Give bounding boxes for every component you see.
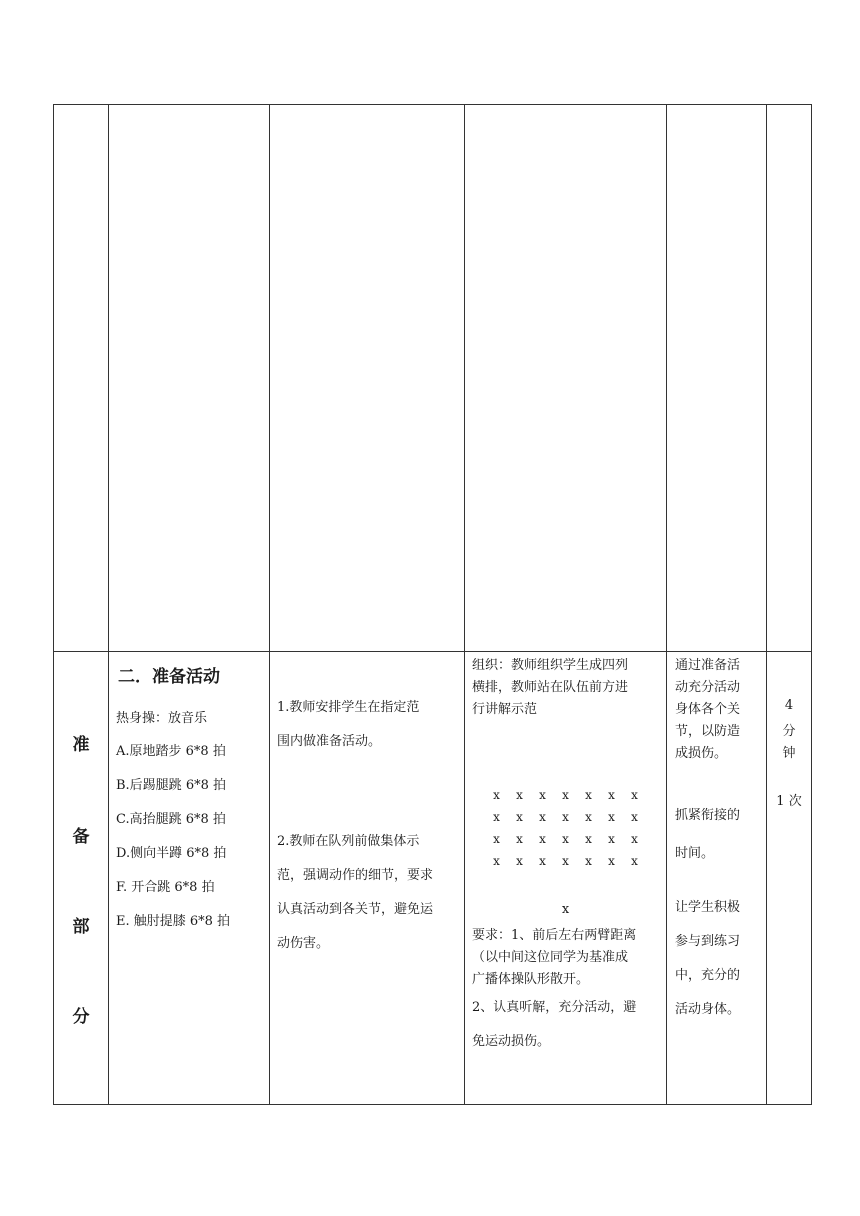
requirement-text: （以中间这位同学为基准成 (472, 950, 629, 965)
student-mark: x (585, 854, 592, 868)
minutes-value: 4 (784, 698, 794, 713)
requirement-text: 免运动损伤。 (472, 1034, 551, 1049)
warmup-text: 热身操：放音乐 (116, 711, 208, 726)
org-text: 组织：教师组织学生成四列 (472, 658, 629, 673)
student-mark: x (516, 832, 523, 846)
student-mark: x (631, 810, 638, 824)
cell-empty (270, 105, 465, 652)
student-mark: x (562, 788, 569, 802)
org-text: 行讲解示范 (472, 702, 538, 717)
purpose-cell (667, 652, 767, 1105)
student-mark: x (608, 832, 615, 846)
section-label-cell (54, 652, 109, 1105)
section-label-char: 准 (72, 735, 90, 755)
student-mark: x (539, 810, 546, 824)
purpose-text: 节，以防造 (675, 724, 741, 739)
repetitions: 1 次 (776, 794, 802, 809)
teacher-text: 动伤害。 (277, 936, 330, 951)
purpose-text: 让学生积极 (675, 900, 741, 915)
lesson-plan-table (53, 104, 812, 1105)
org-text: 横排，教师站在队伍前方进 (472, 680, 629, 695)
student-mark: x (493, 788, 500, 802)
teacher-cell (270, 652, 465, 1105)
formation-grid (465, 788, 666, 876)
teacher-text: 认真活动到各关节，避免运 (277, 902, 434, 917)
time-cell (767, 652, 812, 1105)
student-mark: x (585, 832, 592, 846)
purpose-text: 中，充分的 (675, 968, 741, 983)
cell-empty (667, 105, 767, 652)
formation-row (465, 832, 666, 854)
student-mark: x (539, 788, 546, 802)
list-item: F. 开合跳 6*8 拍 (116, 880, 215, 895)
cell-empty (767, 105, 812, 652)
student-mark: x (516, 854, 523, 868)
table-row (54, 652, 812, 1105)
list-item: D.侧向半蹲 6*8 拍 (116, 846, 227, 861)
student-mark: x (608, 788, 615, 802)
teacher-text: 1.教师安排学生在指定范 (277, 700, 420, 715)
minutes-unit: 分 (782, 724, 796, 739)
purpose-text: 动充分活动 (675, 680, 741, 695)
student-mark: x (539, 854, 546, 868)
student-mark: x (608, 810, 615, 824)
formation-row (465, 810, 666, 832)
student-mark: x (585, 788, 592, 802)
content-cell (109, 652, 270, 1105)
section-label-char: 分 (72, 1007, 90, 1027)
purpose-text: 时间。 (675, 846, 715, 861)
purpose-text: 抓紧衔接的 (675, 808, 741, 823)
student-mark: x (516, 788, 523, 802)
teacher-text: 2.教师在队列前做集体示 (277, 834, 420, 849)
list-item: E. 触肘提膝 6*8 拍 (116, 914, 231, 929)
student-mark: x (539, 832, 546, 846)
cell-empty (465, 105, 667, 652)
student-mark: x (516, 810, 523, 824)
teacher-mark: x (561, 902, 570, 917)
purpose-text: 身体各个关 (675, 702, 741, 717)
teacher-text: 围内做准备活动。 (277, 734, 382, 749)
student-mark: x (493, 832, 500, 846)
purpose-text: 参与到练习 (675, 934, 741, 949)
list-item: A.原地踏步 6*8 拍 (116, 744, 226, 759)
purpose-text: 成损伤。 (675, 746, 728, 761)
requirement-text: 要求：1、前后左右两臂距离 (472, 928, 637, 943)
formation-row (465, 788, 666, 810)
student-mark: x (493, 810, 500, 824)
student-mark: x (608, 854, 615, 868)
list-item: B.后踢腿跳 6*8 拍 (116, 778, 226, 793)
teacher-text: 范，强调动作的细节，要求 (277, 868, 434, 883)
formation-row (465, 854, 666, 876)
table-row (54, 105, 812, 652)
student-mark: x (631, 854, 638, 868)
student-mark: x (631, 832, 638, 846)
section-label-char: 备 (72, 827, 90, 847)
purpose-text: 活动身体。 (675, 1002, 741, 1017)
student-mark: x (562, 854, 569, 868)
student-mark: x (585, 810, 592, 824)
organization-cell (465, 652, 667, 1105)
cell-empty (109, 105, 270, 652)
requirement-text: 2、认真听解，充分活动，避 (472, 1000, 637, 1015)
list-item: C.高抬腿跳 6*8 拍 (116, 812, 226, 827)
minutes-unit: 钟 (782, 746, 796, 761)
student-mark: x (493, 854, 500, 868)
purpose-text: 通过准备活 (675, 658, 741, 673)
student-mark: x (562, 810, 569, 824)
student-mark: x (631, 788, 638, 802)
cell-empty (54, 105, 109, 652)
student-mark: x (562, 832, 569, 846)
requirement-text: 广播体操队形散开。 (472, 972, 590, 987)
section-label-char: 部 (72, 917, 90, 937)
section-title: 二．准备活动 (118, 667, 220, 687)
